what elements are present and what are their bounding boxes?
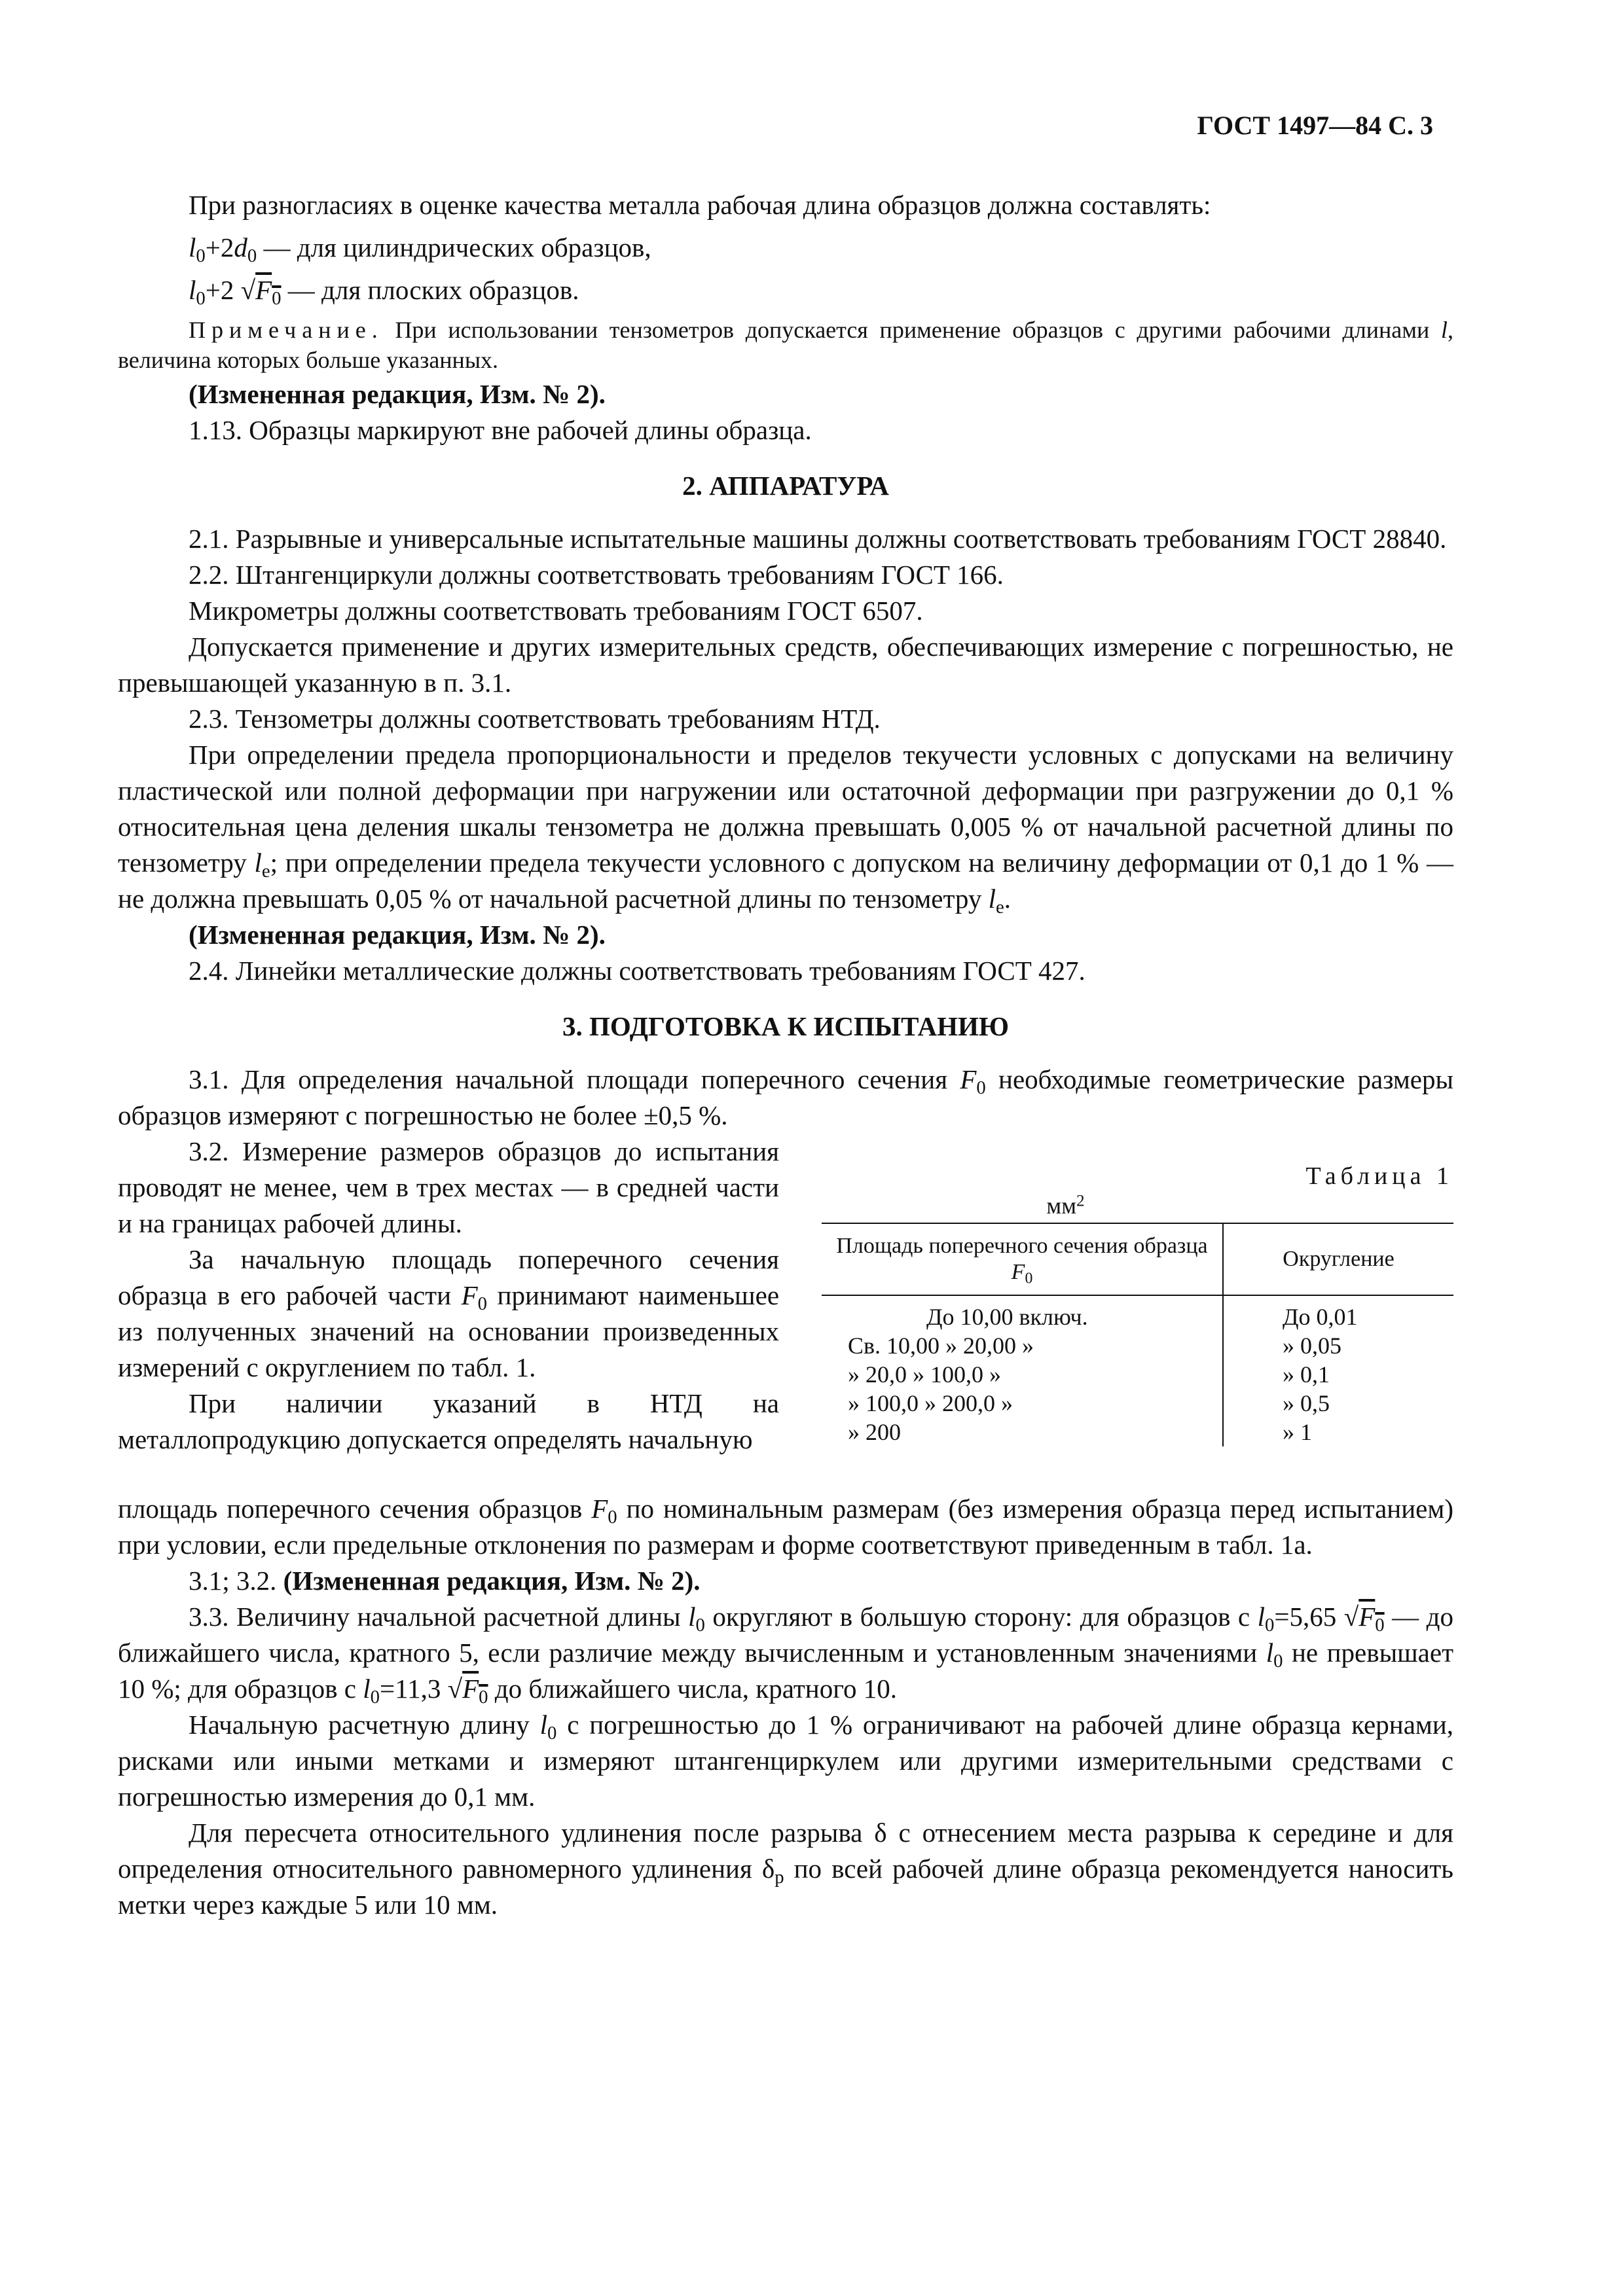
amendment-note: (Измененная редакция, Изм. № 2). (189, 379, 606, 409)
paragraph-2-3: 2.3. Тензометры должны соответствовать требованиям НТД. (189, 704, 881, 734)
note-text: При использовании тензометров допускается применение образцов с другими рабочими длинами (395, 317, 1430, 343)
formula-flat: $l_0+2$ $√F_0$ — для плоских образцов. (189, 275, 579, 310)
intro-paragraph: При разногласиях в оценке качества металла рабочая длина образцов должна составлять: (189, 190, 1211, 220)
paragraph-other-instruments: Допускается применение и других измерительных средств, обеспечивающих измерение с погрешностью, не превышающей указанную в п. 3.1. (118, 632, 1453, 698)
paragraph-3-3: 3.3. Величину начальной расчетной длины $l_0$ округляют в большую сторону: для образцов с $l_0=5,65$ $√F_0$ — до ближайшего числа, кратного 5, если различие между вычисленным и установленным значениями $l_0$ не превышает 10 %; для образцов с $l_0=11,3$ $√F_0$ до ближайшего числа, кратного 10. (118, 1602, 1453, 1708)
table-row (822, 1389, 1453, 1418)
deformation-text-a: При определении предела пропорциональности и пределов текучести условных с допусками на величину пластической или полной деформации при нагружении или остаточной деформации при разгружении до 0,1 % относительная цена деления шкалы тензометра не должна превышать 0,005 % от начальной расчетной длины по тензометру (118, 740, 1453, 878)
table-cell-area: » 20,0 » 100,0 » (822, 1360, 1223, 1389)
rounding-table (822, 1223, 1453, 1446)
paragraph-ntd: При наличии указаний в НТД на металлопродукцию допускается определять начальную (118, 1388, 779, 1454)
table-row (822, 1360, 1453, 1389)
table-cell-rounding: » 1 (1283, 1419, 1312, 1445)
recalc-text-b: по всей рабочей длине образца рекомендуется наносить метки через каждые 5 или 10 мм. (118, 1854, 1454, 1920)
table-row (822, 1331, 1453, 1360)
paragraph-micrometers: Микрометры должны соответствовать требованиям ГОСТ 6507. (189, 596, 923, 626)
table-cell-rounding: » 0,05 (1283, 1333, 1341, 1359)
amend2-text: (Измененная редакция, Изм. № 2). (283, 1566, 701, 1596)
p33-text-c: — до ближайшего числа, кратного 5, если различие между вычисленным и установленным значениями (118, 1602, 1453, 1668)
note-label: Примечание. (189, 317, 384, 343)
amend2-prefix: 3.1; 3.2. (189, 1566, 277, 1596)
note-text-2: , величина которых больше указанных. (118, 317, 1454, 373)
note-paragraph: Примечание. При использовании тензометров допускается применение образцов с другими рабочими длинами l, величина которых больше указанных. (118, 317, 1454, 373)
paragraph-2-4: 2.4. Линейки металлические должны соответствовать требованиям ГОСТ 427. (189, 956, 1085, 986)
p31-text-b: необходимые геометрические размеры образцов измеряют с погрешностью не более ±0,5 %. (118, 1064, 1454, 1130)
formula-cylindrical: $l_0+2d_0$ — для цилиндрических образцов, (189, 232, 651, 267)
p33-text-e: до ближайшего числа, кратного 10. (494, 1674, 897, 1704)
table-unit-text: мм (1046, 1193, 1076, 1219)
paragraph-2-2: 2.2. Штангенциркули должны соответствовать требованиям ГОСТ 166. (189, 560, 1004, 590)
formula-flat-text: — для плоских образцов. (287, 275, 579, 305)
table-header-area-text: Площадь поперечного сечения образца (836, 1234, 1208, 1258)
table-header-rounding: Округление (1223, 1223, 1453, 1295)
table-unit: $мм^2$ (1046, 1192, 1085, 1219)
ntd-cont-text-b: по номинальным размерам (без измерения образца перед испытанием) при условии, если предельные отклонения по размерам и форме соответствуют приведенным в табл. 1а. (118, 1494, 1453, 1560)
p31-text-a: 3.1. Для определения начальной площади поперечного сечения (189, 1064, 948, 1094)
table-section (118, 1134, 1453, 1491)
paragraph-gauge-length: Начальную расчетную длину $l_0$ с погрешностью до 1 % ограничивают на рабочей длине образца кернами, рисками или иными метками и измеряют штангенциркулем или другими измерительными средствами с погрешностью измерения до 0,1 мм. (118, 1710, 1454, 1812)
table-cell-rounding: » 0,1 (1283, 1361, 1330, 1388)
paragraph-3-2: 3.2. Измерение размеров образцов до испытания проводят не менее, чем в трех местах — в средней части и на границах рабочей длины. (118, 1136, 779, 1238)
table-row (822, 1295, 1453, 1331)
paragraph-recalc: Для пересчета относительного удлинения после разрыва δ с отнесением места разрыва к середине и для определения относительного равномерного удлинения $\delta_p$ по всей рабочей длине образца рекомендуется наносить метки через каждые 5 или 10 мм. (118, 1818, 1454, 1920)
init-text-b: принимают наименьшее из полученных значений на основании произведенных измерений с округлением по табл. 1. (118, 1280, 780, 1382)
paragraph-2-1: 2.1. Разрывные и универсальные испытательные машины должны соответствовать требованиям ГОСТ 28840. (189, 524, 1447, 554)
table-cell-rounding: До 0,01 (1283, 1304, 1358, 1330)
amendment-note-3 (118, 1563, 1453, 1599)
table-caption: Таблица 1 (1305, 1162, 1453, 1190)
ntd-cont-text-a: площадь поперечного сечения образцов (118, 1494, 583, 1524)
section-3-heading: 3. ПОДГОТОВКА К ИСПЫТАНИЮ (562, 1011, 1010, 1041)
table-header-area: Площадь поперечного сечения образца $F_0$ (822, 1223, 1223, 1295)
paragraph-initial-area: За начальную площадь поперечного сечения образца в его рабочей части $F_0$ принимают наименьшее из полученных значений на основании произведенных измерений с округлением по табл. 1. (118, 1244, 780, 1382)
table-row (822, 1418, 1453, 1446)
left-column (118, 1134, 779, 1458)
p33-text-a: 3.3. Величину начальной расчетной длины (189, 1602, 681, 1632)
init-text-a: За начальную площадь поперечного сечения образца в его рабочей части (118, 1244, 779, 1310)
paragraph-3-1: 3.1. Для определения начальной площади поперечного сечения $F_0$ необходимые геометрические размеры образцов измеряют с погрешностью не более ±0,5 %. (118, 1064, 1454, 1130)
paragraph-deformation: При определении предела пропорциональности и пределов текучести условных с допусками на величину пластической или полной деформации при нагружении или остаточной деформации при разгружении до 0,1 % относительная цена деления шкалы тензометра не должна превышать 0,005 % от начальной расчетной длины по тензометру $l_e$; при определении предела текучести условного с допуском на величину деформации от 0,1 до 1 % — не должна превышать 0,05 % от начальной расчетной длины по тензометру $l_e$. (118, 740, 1453, 918)
len-text-b: с погрешностью до 1 % ограничивают на рабочей длине образца кернами, рисками или иными метками и измеряют штангенциркулем или другими измерительными средствами с погрешностью измерения до 0,1 мм. (118, 1710, 1454, 1812)
page-body (118, 187, 1453, 1923)
table-cell-area: » 200 (822, 1418, 1223, 1446)
table-body (822, 1295, 1453, 1446)
deformation-text-b: ; при определении предела текучести условного с допуском на величину деформации от 0,1 до 1 % — не должна превышать 0,05 % от начальной расчетной длины по тензометру (118, 848, 1453, 914)
page-header: ГОСТ 1497—84 С. 3 (1197, 111, 1433, 140)
recalc-text-a: Для пересчета относительного удлинения после разрыва δ с отнесением места разрыва к середине и для определения относительного равномерного удлинения (118, 1818, 1453, 1884)
amendment-note-2: (Измененная редакция, Изм. № 2). (189, 920, 606, 950)
table-cell-area: » 100,0 » 200,0 » (822, 1389, 1223, 1418)
table-cell-rounding: » 0,5 (1283, 1390, 1330, 1416)
table-cell-area: Св. 10,00 » 20,00 » (822, 1331, 1223, 1360)
p33-text-b: округляют в большую сторону: для образцов с (712, 1602, 1250, 1632)
formula-cylindrical-text: — для цилиндрических образцов, (263, 232, 651, 262)
len-text-a: Начальную расчетную длину (189, 1710, 530, 1740)
paragraph-1-13: 1.13. Образцы маркируют вне рабочей длины образца. (189, 415, 812, 445)
paragraph-ntd-continued: площадь поперечного сечения образцов $F_0$ по номинальным размерам (без измерения образца перед испытанием) при условии, если предельные отклонения по размерам и форме соответствуют приведенным в табл. 1а. (118, 1494, 1453, 1560)
p33-text-d: не превышает 10 %; для образцов с (118, 1638, 1453, 1704)
table-1 (822, 1160, 1453, 1446)
table-cell-area: До 10,00 включ. (822, 1295, 1223, 1331)
section-2-heading: 2. АППАРАТУРА (682, 471, 889, 501)
